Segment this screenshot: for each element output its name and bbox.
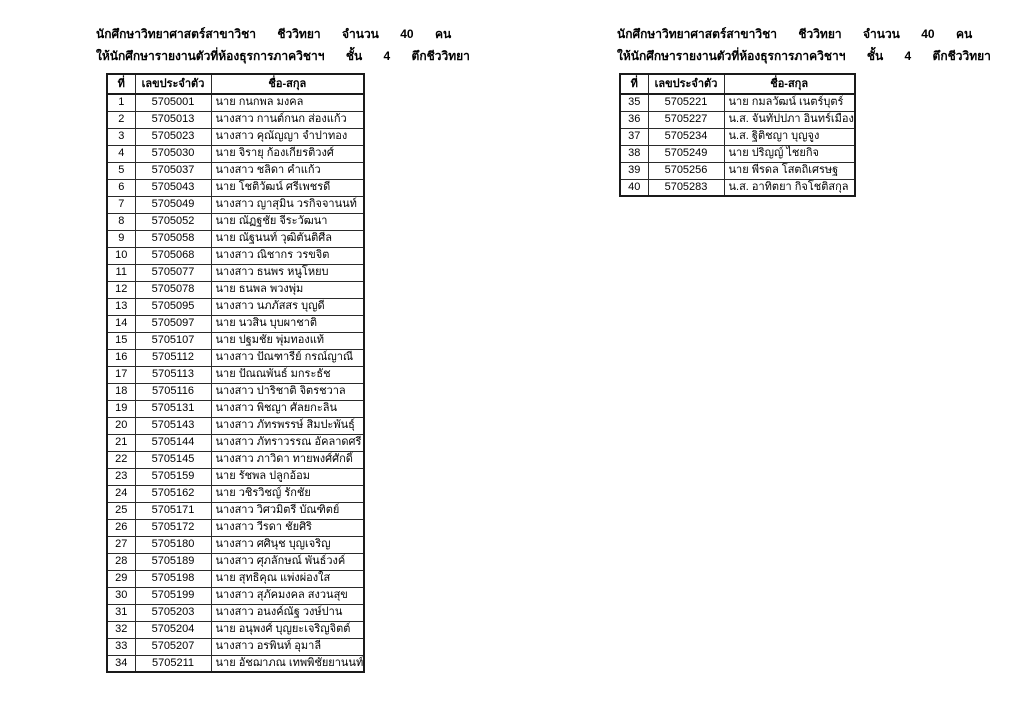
row-number-cell: 37 [620, 128, 648, 145]
student-id-cell: 5705131 [135, 400, 211, 417]
student-name-cell: นางสาว ภาวิดา ทายพงศ์ศักดิ์ [211, 451, 364, 468]
table-row [620, 145, 855, 162]
row-number-cell: 7 [107, 196, 135, 213]
student-name-cell: นางสาว คุณัญญา จำปาทอง [211, 128, 364, 145]
student-name-cell: นางสาว อนงค์ณัฐ วงษ์ปาน [211, 604, 364, 621]
student-name-cell: นางสาว กานต์กนก ส่องแก้ว [211, 111, 364, 128]
student-name-cell: นางสาว ปาริชาติ จิตรชวาล [211, 383, 364, 400]
table-row [107, 553, 364, 570]
row-number-cell: 5 [107, 162, 135, 179]
student-name-cell: นางสาว วีรดา ชัยศิริ [211, 519, 364, 536]
column-header-no: ที่ [107, 74, 135, 94]
row-number-cell: 13 [107, 298, 135, 315]
row-number-cell: 14 [107, 315, 135, 332]
column-header-id: เลขประจำตัว [135, 74, 211, 94]
table-row [107, 655, 364, 672]
table-row [107, 570, 364, 587]
student-id-cell: 5705030 [135, 145, 211, 162]
table-row [107, 264, 364, 281]
student-id-cell: 5705199 [135, 587, 211, 604]
header-line-2 [617, 49, 991, 64]
table-row [107, 417, 364, 434]
table-row [107, 94, 364, 111]
table-row [107, 383, 364, 400]
student-name-cell: น.ส. จันทัปปภา อินทร์เมือง [724, 111, 855, 128]
student-name-cell: นางสาว อรพินท์ อุมาลี [211, 638, 364, 655]
table-row [107, 315, 364, 332]
header-count-value: 40 [400, 27, 414, 41]
row-number-cell: 19 [107, 400, 135, 417]
student-id-cell: 5705058 [135, 230, 211, 247]
student-id-cell: 5705043 [135, 179, 211, 196]
table-row [107, 604, 364, 621]
table-row [107, 434, 364, 451]
table-row [107, 179, 364, 196]
student-id-cell: 5705113 [135, 366, 211, 383]
student-name-cell: นาย วชิรวิชญ์ รักชัย [211, 485, 364, 502]
student-id-cell: 5705077 [135, 264, 211, 281]
student-name-cell: นาย รัชพล ปลูกอ้อม [211, 468, 364, 485]
row-number-cell: 3 [107, 128, 135, 145]
header-subject-label: นักศึกษาวิทยาศาสตร์สาขาวิชา [96, 27, 256, 41]
table-row [107, 162, 364, 179]
student-table-left [106, 73, 365, 673]
row-number-cell: 12 [107, 281, 135, 298]
header-count-value: 40 [921, 27, 935, 41]
header-count-label: จำนวน [341, 27, 379, 41]
table-row [107, 145, 364, 162]
row-number-cell: 15 [107, 332, 135, 349]
header-floor-label: ชั้น [345, 49, 363, 63]
table-row [107, 485, 364, 502]
student-name-cell: นาย ปริญญ์ ไชยกิจ [724, 145, 855, 162]
table-row [107, 587, 364, 604]
column-header-name: ชื่อ-สกุล [211, 74, 364, 94]
header-building-value: ตึกชีววิทยา [411, 49, 470, 63]
left-column [96, 27, 470, 673]
student-name-cell: นาย กมลวัฒน์ เนตร์บุตร์ [724, 94, 855, 111]
row-number-cell: 34 [107, 655, 135, 672]
row-number-cell: 10 [107, 247, 135, 264]
student-name-cell: น.ส. อาทิตยา กิจโชติสกุล [724, 179, 855, 196]
row-number-cell: 35 [620, 94, 648, 111]
row-number-cell: 28 [107, 553, 135, 570]
table-row [107, 451, 364, 468]
student-name-cell: นางสาว ชลิดา คำแก้ว [211, 162, 364, 179]
row-number-cell: 16 [107, 349, 135, 366]
student-name-cell: นางสาว ภัทราวรรณ อัคลาดศรี [211, 434, 364, 451]
student-name-cell: นางสาว ธนพร หนูโหยบ [211, 264, 364, 281]
student-id-cell: 5705249 [648, 145, 724, 162]
column-header-id: เลขประจำตัว [648, 74, 724, 94]
table-row [107, 213, 364, 230]
header-count-unit: คน [955, 27, 973, 41]
header-count-label: จำนวน [862, 27, 900, 41]
student-id-cell: 5705116 [135, 383, 211, 400]
student-id-cell: 5705211 [135, 655, 211, 672]
student-id-cell: 5705078 [135, 281, 211, 298]
table-row [107, 638, 364, 655]
header-count-unit: คน [434, 27, 452, 41]
student-name-cell: น.ส. ฐิติชญา บุญจูง [724, 128, 855, 145]
table-row [107, 128, 364, 145]
student-id-cell: 5705112 [135, 349, 211, 366]
student-id-cell: 5705145 [135, 451, 211, 468]
table-row [107, 230, 364, 247]
student-name-cell: นาย สุทธิคุณ แพ่งผ่องใส [211, 570, 364, 587]
header-subject-value: ชีววิทยา [277, 27, 321, 41]
right-column [617, 27, 991, 197]
student-name-cell: นางสาว ปัณฑารีย์ กรณ์ญาณี [211, 349, 364, 366]
table-row [107, 332, 364, 349]
student-name-cell: นาย จิรายุ ก้องเกียรติวงศ์ [211, 145, 364, 162]
student-id-cell: 5705207 [135, 638, 211, 655]
student-id-cell: 5705001 [135, 94, 211, 111]
row-number-cell: 1 [107, 94, 135, 111]
student-name-cell: นาย ปัณณพันธ์ มกระธัช [211, 366, 364, 383]
table-row [107, 111, 364, 128]
student-id-cell: 5705283 [648, 179, 724, 196]
student-id-cell: 5705203 [135, 604, 211, 621]
table-row [107, 468, 364, 485]
table-row [107, 349, 364, 366]
table-row [107, 502, 364, 519]
table-row [620, 162, 855, 179]
student-name-cell: นางสาว สุภัคมงคล สงวนสุข [211, 587, 364, 604]
table-row [620, 94, 855, 111]
table-row [107, 298, 364, 315]
row-number-cell: 23 [107, 468, 135, 485]
header-subject-value: ชีววิทยา [798, 27, 842, 41]
row-number-cell: 25 [107, 502, 135, 519]
student-name-cell: นางสาว พิชญา ศัลยกะลิน [211, 400, 364, 417]
student-id-cell: 5705171 [135, 502, 211, 519]
row-number-cell: 30 [107, 587, 135, 604]
header-report-label: ให้นักศึกษารายงานตัวที่ห้องธุรการภาควิชาฯ [617, 49, 846, 63]
student-id-cell: 5705023 [135, 128, 211, 145]
table-row [107, 400, 364, 417]
student-id-cell: 5705256 [648, 162, 724, 179]
student-id-cell: 5705143 [135, 417, 211, 434]
student-name-cell: นาย อนุพงศ์ บุญยะเจริญจิตต์ [211, 621, 364, 638]
table-row [107, 519, 364, 536]
student-name-cell: นาย พีรดล โสตถิเศรษฐ [724, 162, 855, 179]
row-number-cell: 27 [107, 536, 135, 553]
student-id-cell: 5705159 [135, 468, 211, 485]
table-row [620, 128, 855, 145]
header-floor-label: ชั้น [866, 49, 884, 63]
student-name-cell: นาย อัชฌาภณ เทพพิชัยยานนท์ [211, 655, 364, 672]
table-row [620, 111, 855, 128]
row-number-cell: 4 [107, 145, 135, 162]
student-table-right [619, 73, 856, 197]
student-id-cell: 5705049 [135, 196, 211, 213]
student-name-cell: นาย ปฐมชัย พุ่มทองแท้ [211, 332, 364, 349]
row-number-cell: 22 [107, 451, 135, 468]
row-number-cell: 29 [107, 570, 135, 587]
student-name-cell: นางสาว ศุภลักษณ์ พันธ์วงค์ [211, 553, 364, 570]
row-number-cell: 21 [107, 434, 135, 451]
header-line-1 [96, 27, 470, 42]
row-number-cell: 33 [107, 638, 135, 655]
row-number-cell: 32 [107, 621, 135, 638]
student-id-cell: 5705172 [135, 519, 211, 536]
student-id-cell: 5705013 [135, 111, 211, 128]
table-row [620, 179, 855, 196]
table-header-row [620, 74, 855, 94]
header-subject-label: นักศึกษาวิทยาศาสตร์สาขาวิชา [617, 27, 777, 41]
row-number-cell: 18 [107, 383, 135, 400]
student-id-cell: 5705227 [648, 111, 724, 128]
header-floor-value: 4 [383, 49, 391, 63]
student-id-cell: 5705180 [135, 536, 211, 553]
header-report-label: ให้นักศึกษารายงานตัวที่ห้องธุรการภาควิชาฯ [96, 49, 325, 63]
student-name-cell: นางสาว นภภัสสร บุญดี [211, 298, 364, 315]
row-number-cell: 20 [107, 417, 135, 434]
student-name-cell: นาย ณัฏฐชัย จีระวัฒนา [211, 213, 364, 230]
row-number-cell: 24 [107, 485, 135, 502]
row-number-cell: 8 [107, 213, 135, 230]
row-number-cell: 36 [620, 111, 648, 128]
student-id-cell: 5705234 [648, 128, 724, 145]
table-row [107, 536, 364, 553]
header-building-value: ตึกชีววิทยา [932, 49, 991, 63]
row-number-cell: 17 [107, 366, 135, 383]
table-row [107, 281, 364, 298]
student-table-left-body [107, 94, 364, 672]
row-number-cell: 2 [107, 111, 135, 128]
table-row [107, 247, 364, 264]
header-line-2 [96, 49, 470, 64]
student-id-cell: 5705144 [135, 434, 211, 451]
header-line-1 [617, 27, 991, 42]
table-row [107, 196, 364, 213]
student-table-right-body [620, 94, 855, 196]
student-id-cell: 5705162 [135, 485, 211, 502]
student-name-cell: นางสาว ภัทรพรรษ์ สิมปะพันธุ์ [211, 417, 364, 434]
student-name-cell: นาย กนกพล มงคล [211, 94, 364, 111]
row-number-cell: 40 [620, 179, 648, 196]
student-name-cell: นาย ณัฐนนท์ วุฒิตันติศีล [211, 230, 364, 247]
student-name-cell: นาย นวสิน บุบผาชาติ [211, 315, 364, 332]
row-number-cell: 39 [620, 162, 648, 179]
student-id-cell: 5705097 [135, 315, 211, 332]
row-number-cell: 38 [620, 145, 648, 162]
table-header-row [107, 74, 364, 94]
row-number-cell: 6 [107, 179, 135, 196]
student-name-cell: นางสาว ณิชากร วรขจิต [211, 247, 364, 264]
student-id-cell: 5705095 [135, 298, 211, 315]
column-header-name: ชื่อ-สกุล [724, 74, 855, 94]
header-floor-value: 4 [904, 49, 912, 63]
student-id-cell: 5705221 [648, 94, 724, 111]
student-id-cell: 5705204 [135, 621, 211, 638]
student-id-cell: 5705189 [135, 553, 211, 570]
student-id-cell: 5705107 [135, 332, 211, 349]
row-number-cell: 11 [107, 264, 135, 281]
student-id-cell: 5705052 [135, 213, 211, 230]
student-name-cell: นางสาว วิศวมิตรี บัณฑิตย์ [211, 502, 364, 519]
table-row [107, 366, 364, 383]
student-name-cell: นาย โชติวัฒน์ ศรีเพชรดี [211, 179, 364, 196]
student-id-cell: 5705068 [135, 247, 211, 264]
row-number-cell: 9 [107, 230, 135, 247]
row-number-cell: 26 [107, 519, 135, 536]
student-id-cell: 5705037 [135, 162, 211, 179]
student-name-cell: นางสาว ศศินุช บุญเจริญ [211, 536, 364, 553]
row-number-cell: 31 [107, 604, 135, 621]
student-id-cell: 5705198 [135, 570, 211, 587]
student-name-cell: นาย ธนพล พวงพุ่ม [211, 281, 364, 298]
student-name-cell: นางสาว ญาสุมิน วรกิจจานนท์ [211, 196, 364, 213]
table-row [107, 621, 364, 638]
column-header-no: ที่ [620, 74, 648, 94]
